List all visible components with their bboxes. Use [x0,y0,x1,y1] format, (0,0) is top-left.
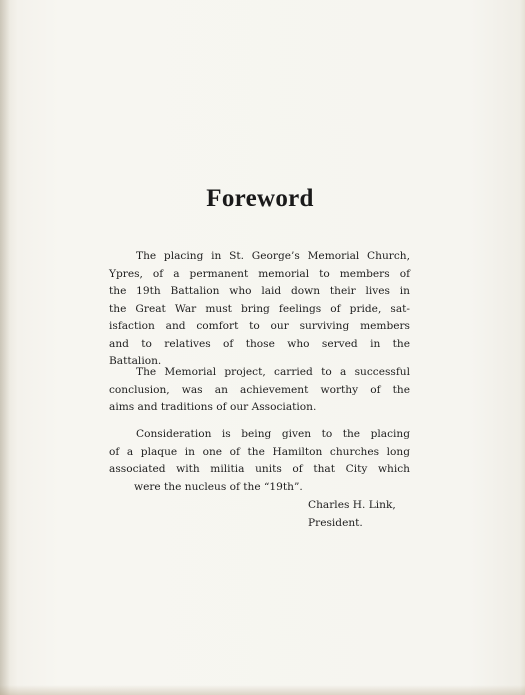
paragraph-3 [109,426,410,496]
paragraph-line: were the nucleus of the “19th”. [134,480,303,493]
paragraph-line: the 19th Battalion who laid down their lives in [109,285,410,297]
paragraph-line: Battalion. [109,355,162,367]
signature-name: Charles H. Link, [308,499,396,511]
paragraph-line: The placing in St. George’s Memorial Church, [136,250,410,262]
paragraph-2 [109,364,410,417]
page-bottom-edge [0,685,525,695]
paragraph-line: conclusion, was an achievement worthy of the [109,383,410,396]
paragraph-line: The Memorial project, carried to a successful [136,366,410,378]
paragraph-line: of a plaque in one of the Hamilton churches long [109,445,410,458]
paragraph-line: isfaction and comfort to our surviving members [109,320,410,332]
signature-position: President. [308,516,363,529]
page-title: Foreword [206,185,314,212]
paragraph-line: Consideration is being given to the placing [136,428,410,440]
paragraph-line: aims and traditions of our Association. [109,401,317,413]
signature-block [308,497,396,532]
binding-shadow [0,0,10,695]
paragraph-line: the Great War must bring feelings of pride, sat- [109,302,410,315]
paragraph-line: Ypres, of a permanent memorial to members of [109,267,410,280]
paragraph-line: and to relatives of those who served in the [109,337,410,350]
paragraph-1 [109,248,410,371]
paragraph-line: associated with militia units of that City which [109,463,410,475]
